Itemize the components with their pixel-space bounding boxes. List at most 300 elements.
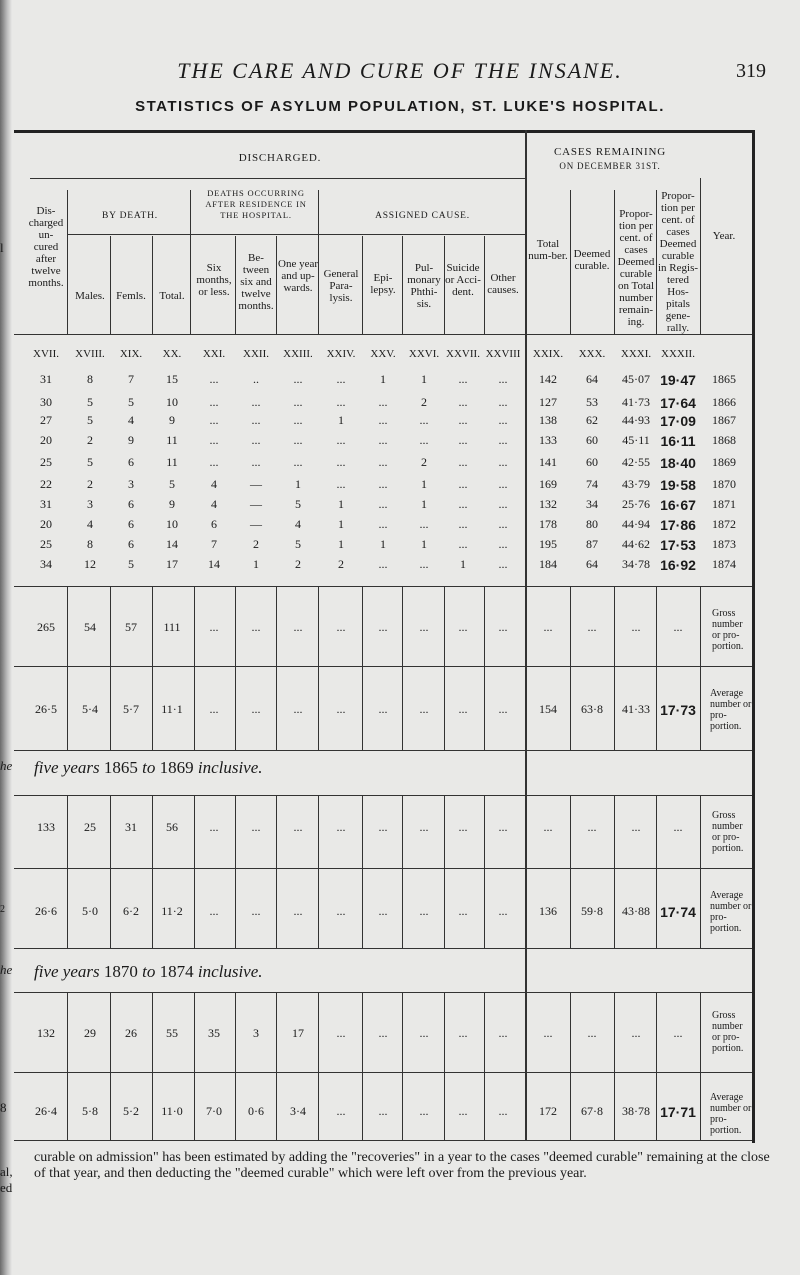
section-heading-part: to bbox=[142, 962, 160, 981]
table-cell: ... bbox=[378, 557, 388, 571]
table-cell: 2 bbox=[87, 433, 93, 447]
table-cell: 25·76 bbox=[622, 497, 650, 511]
gross-cell: 111 bbox=[163, 620, 181, 634]
average-cell: ... bbox=[336, 1104, 346, 1118]
table-cell: 1 bbox=[380, 537, 386, 551]
table-cell: — bbox=[250, 497, 262, 511]
average-cell: 26·5 bbox=[35, 702, 57, 716]
average-cell: 11·2 bbox=[161, 904, 183, 918]
table-cell: 34 bbox=[40, 557, 52, 571]
column-divider bbox=[190, 190, 191, 334]
column-numeral: XXVI. bbox=[408, 348, 440, 360]
table-cell: ... bbox=[498, 477, 508, 491]
table-cell: 87 bbox=[586, 537, 598, 551]
column-divider bbox=[318, 586, 319, 750]
column-divider bbox=[67, 992, 68, 1140]
gross-cell: ... bbox=[498, 820, 508, 834]
gross-cell: ... bbox=[587, 1026, 597, 1040]
table-cell: 30 bbox=[40, 395, 52, 409]
table-cell: 2 bbox=[87, 477, 93, 491]
gross-cell: ... bbox=[458, 820, 468, 834]
table-cell: 5 bbox=[87, 395, 93, 409]
table-cell: 169 bbox=[539, 477, 557, 491]
gross-cell: ... bbox=[631, 820, 641, 834]
table-cell: 74 bbox=[586, 477, 598, 491]
table-cell: 142 bbox=[539, 372, 557, 386]
column-divider bbox=[402, 795, 403, 948]
gross-cell: ... bbox=[251, 820, 261, 834]
column-divider bbox=[67, 795, 68, 948]
gross-cell: 17 bbox=[292, 1026, 304, 1040]
column-divider bbox=[276, 992, 277, 1140]
table-cell: ... bbox=[458, 413, 468, 427]
average-cell: ... bbox=[419, 702, 429, 716]
column-divider bbox=[235, 795, 236, 948]
rule bbox=[30, 178, 525, 179]
table-cell: ... bbox=[251, 433, 261, 447]
gross-cell: 265 bbox=[37, 620, 55, 634]
year-cell: 1866 bbox=[712, 395, 736, 409]
table-cell: 133 bbox=[539, 433, 557, 447]
rule bbox=[14, 795, 752, 796]
average-cell: ... bbox=[458, 1104, 468, 1118]
column-divider bbox=[570, 992, 571, 1140]
column-divider bbox=[656, 586, 657, 750]
margin-fragment: he bbox=[0, 962, 13, 977]
table-cell: 10 bbox=[166, 517, 178, 531]
table-cell: ... bbox=[458, 395, 468, 409]
column-divider bbox=[570, 190, 571, 334]
table-cell: 2 bbox=[421, 455, 427, 469]
gross-cell: ... bbox=[209, 820, 219, 834]
table-cell: 62 bbox=[586, 413, 598, 427]
column-divider bbox=[276, 236, 277, 334]
column-divider bbox=[614, 992, 615, 1140]
column-divider bbox=[525, 795, 526, 948]
year-cell: 1872 bbox=[712, 517, 736, 531]
table-cell: 5 bbox=[128, 557, 134, 571]
table-cell: ... bbox=[378, 517, 388, 531]
gross-cell: ... bbox=[673, 820, 683, 834]
column-header: Total num-ber. bbox=[528, 238, 568, 262]
average-cell: ... bbox=[209, 904, 219, 918]
table-cell: 31 bbox=[40, 497, 52, 511]
table-cell: 44·62 bbox=[622, 537, 650, 551]
table-cell: .. bbox=[253, 372, 259, 386]
rule bbox=[14, 1140, 752, 1141]
average-label: Average number or pro-portion. bbox=[710, 688, 752, 732]
table-cell: 53 bbox=[586, 395, 598, 409]
table-cell: 31 bbox=[40, 372, 52, 386]
average-cell: 3·4 bbox=[290, 1104, 306, 1118]
table-cell: 17·09 bbox=[660, 413, 696, 429]
section-heading bbox=[34, 758, 263, 778]
rule bbox=[14, 1072, 752, 1073]
table-cell: 12 bbox=[84, 557, 96, 571]
average-cell: ... bbox=[378, 904, 388, 918]
column-divider bbox=[318, 190, 319, 334]
table-cell: ... bbox=[293, 455, 303, 469]
column-header: Year. bbox=[712, 230, 736, 242]
table-cell: 8 bbox=[87, 537, 93, 551]
average-cell: ... bbox=[498, 702, 508, 716]
gross-cell: 35 bbox=[208, 1026, 220, 1040]
section-heading-part: 1874 bbox=[159, 962, 198, 981]
page-number: 319 bbox=[736, 60, 766, 82]
section-heading-part: 1870 bbox=[103, 962, 143, 981]
column-divider bbox=[614, 586, 615, 750]
table-cell: ... bbox=[458, 477, 468, 491]
table-cell: 25 bbox=[40, 537, 52, 551]
gross-cell: 56 bbox=[166, 820, 178, 834]
gross-cell: 29 bbox=[84, 1026, 96, 1040]
average-cell: 41·33 bbox=[622, 702, 650, 716]
average-cell: 38·78 bbox=[622, 1104, 650, 1118]
gross-cell: 25 bbox=[84, 820, 96, 834]
table-cell: ... bbox=[209, 413, 219, 427]
table-cell: 45·11 bbox=[622, 433, 650, 447]
table-cell: 1 bbox=[338, 517, 344, 531]
column-divider bbox=[656, 795, 657, 948]
table-cell: 1 bbox=[253, 557, 259, 571]
table-cell: 6 bbox=[211, 517, 217, 531]
gross-cell: ... bbox=[293, 820, 303, 834]
gross-cell: ... bbox=[631, 620, 641, 634]
year-cell: 1874 bbox=[712, 557, 736, 571]
table-cell: 16·67 bbox=[660, 497, 696, 513]
cases-remaining-header: CASES REMAINING bbox=[554, 146, 666, 158]
table-cell: ... bbox=[498, 413, 508, 427]
table-cell: 43·79 bbox=[622, 477, 650, 491]
average-cell: ... bbox=[293, 904, 303, 918]
average-cell: ... bbox=[336, 702, 346, 716]
table-cell: ... bbox=[419, 433, 429, 447]
column-numeral: XXIV. bbox=[326, 348, 356, 360]
rule bbox=[14, 868, 752, 869]
table-cell: ... bbox=[498, 537, 508, 551]
gross-cell: ... bbox=[209, 620, 219, 634]
section-heading-part: inclusive. bbox=[197, 962, 263, 981]
column-numeral: XVII. bbox=[33, 348, 59, 360]
year-cell: 1867 bbox=[712, 413, 736, 427]
year-cell: 1873 bbox=[712, 537, 736, 551]
table-cell: 41·73 bbox=[622, 395, 650, 409]
table-cell: 2 bbox=[295, 557, 301, 571]
gross-cell: ... bbox=[587, 620, 597, 634]
average-cell: 67·8 bbox=[581, 1104, 603, 1118]
table-cell: 1 bbox=[295, 477, 301, 491]
table-cell: ... bbox=[498, 372, 508, 386]
column-divider bbox=[276, 586, 277, 750]
average-cell: 0·6 bbox=[248, 1104, 264, 1118]
cases-remaining-subheader: ON DECEMBER 31ST. bbox=[559, 161, 661, 171]
gross-label: Gross number or pro-portion. bbox=[712, 608, 744, 652]
table-cell: 9 bbox=[169, 413, 175, 427]
gross-cell: 31 bbox=[125, 820, 137, 834]
column-divider bbox=[194, 795, 195, 948]
column-header: Femls. bbox=[116, 290, 146, 302]
table-cell: ... bbox=[336, 395, 346, 409]
average-cell: 7·0 bbox=[206, 1104, 222, 1118]
year-cell: 1870 bbox=[712, 477, 736, 491]
running-title: THE CARE AND CURE OF THE INSANE. bbox=[177, 58, 623, 83]
table-cell: ... bbox=[209, 455, 219, 469]
table-cell: 141 bbox=[539, 455, 557, 469]
column-header: Total. bbox=[159, 290, 185, 302]
table-cell: 5 bbox=[295, 497, 301, 511]
table-cell: ... bbox=[251, 413, 261, 427]
column-divider bbox=[700, 586, 701, 750]
table-cell: 64 bbox=[586, 372, 598, 386]
rule bbox=[14, 992, 752, 993]
by-death-header: BY DEATH. bbox=[102, 211, 158, 221]
column-numeral: XXX. bbox=[578, 348, 606, 360]
column-numeral: XXXII. bbox=[661, 348, 695, 360]
gross-cell: ... bbox=[498, 620, 508, 634]
table-cell: 44·94 bbox=[622, 517, 650, 531]
table-cell: ... bbox=[458, 372, 468, 386]
average-cell: 59·8 bbox=[581, 904, 603, 918]
column-header: Pul-monary Phthi-sis. bbox=[407, 262, 441, 310]
table-cell: ... bbox=[336, 477, 346, 491]
column-numeral: XXXI. bbox=[620, 348, 652, 360]
book-spine bbox=[0, 0, 12, 1275]
rule bbox=[14, 334, 752, 335]
table-cell: 18·40 bbox=[660, 455, 696, 471]
table-cell: 27 bbox=[40, 413, 52, 427]
year-cell: 1869 bbox=[712, 455, 736, 469]
column-divider bbox=[700, 992, 701, 1140]
table-cell: ... bbox=[209, 433, 219, 447]
year-cell: 1865 bbox=[712, 372, 736, 386]
gross-cell: ... bbox=[293, 620, 303, 634]
column-numeral: XIX. bbox=[119, 348, 143, 360]
column-divider bbox=[110, 795, 111, 948]
column-divider bbox=[194, 586, 195, 750]
average-cell: ... bbox=[378, 702, 388, 716]
column-divider bbox=[570, 586, 571, 750]
table-cell: 184 bbox=[539, 557, 557, 571]
table-cell: 5 bbox=[169, 477, 175, 491]
column-divider bbox=[484, 236, 485, 334]
gross-cell: ... bbox=[378, 1026, 388, 1040]
column-header: Other causes. bbox=[487, 272, 519, 296]
column-divider bbox=[318, 795, 319, 948]
average-cell: 5·0 bbox=[82, 904, 98, 918]
table-cell: ... bbox=[336, 433, 346, 447]
gross-label: Gross number or pro-portion. bbox=[712, 810, 744, 854]
average-cell: 26·6 bbox=[35, 904, 57, 918]
gross-cell: ... bbox=[419, 820, 429, 834]
table-cell: ... bbox=[458, 517, 468, 531]
gross-cell: ... bbox=[378, 620, 388, 634]
column-divider bbox=[656, 190, 657, 334]
table-cell: ... bbox=[378, 413, 388, 427]
gross-cell: 26 bbox=[125, 1026, 137, 1040]
column-divider bbox=[67, 586, 68, 750]
average-cell: 17·74 bbox=[660, 904, 696, 920]
gross-cell: ... bbox=[336, 1026, 346, 1040]
column-divider bbox=[110, 236, 111, 334]
gross-cell: ... bbox=[543, 1026, 553, 1040]
column-divider bbox=[484, 586, 485, 750]
table-cell: ... bbox=[378, 455, 388, 469]
margin-fragment: al, bbox=[0, 1164, 13, 1179]
column-divider bbox=[444, 236, 445, 334]
gross-cell: ... bbox=[378, 820, 388, 834]
column-divider bbox=[276, 795, 277, 948]
column-numeral: XXIII. bbox=[283, 348, 313, 360]
gross-cell: 133 bbox=[37, 820, 55, 834]
column-divider bbox=[402, 586, 403, 750]
table-cell: 1 bbox=[421, 537, 427, 551]
table-cell: 7 bbox=[128, 372, 134, 386]
table-cell: ... bbox=[378, 433, 388, 447]
section-heading-part: five years bbox=[34, 962, 104, 981]
table-cell: ... bbox=[209, 395, 219, 409]
average-cell: 11·0 bbox=[161, 1104, 183, 1118]
column-divider bbox=[525, 586, 526, 750]
section-heading bbox=[34, 962, 263, 982]
table-cell: ... bbox=[458, 433, 468, 447]
column-header: Epi-lepsy. bbox=[370, 272, 396, 296]
table-cell: ... bbox=[336, 372, 346, 386]
table-cell: 5 bbox=[295, 537, 301, 551]
average-cell: ... bbox=[458, 702, 468, 716]
table-cell: ... bbox=[498, 517, 508, 531]
gross-cell: 132 bbox=[37, 1026, 55, 1040]
average-cell: 6·2 bbox=[123, 904, 139, 918]
table-cell: ... bbox=[251, 455, 261, 469]
table-cell: 25 bbox=[40, 455, 52, 469]
table-cell: 19·58 bbox=[660, 477, 696, 493]
average-cell: ... bbox=[419, 1104, 429, 1118]
table-cell: 10 bbox=[166, 395, 178, 409]
column-divider bbox=[152, 236, 153, 334]
average-cell: ... bbox=[458, 904, 468, 918]
table-cell: 44·93 bbox=[622, 413, 650, 427]
average-cell: 172 bbox=[539, 1104, 557, 1118]
column-header: Be-tween six and twelve months. bbox=[238, 252, 274, 312]
average-label: Average number or pro-portion. bbox=[710, 890, 752, 934]
table-cell: 2 bbox=[421, 395, 427, 409]
margin-fragment: 2 bbox=[0, 904, 5, 915]
average-label: Average number or pro-portion. bbox=[710, 1092, 752, 1136]
table-cell: 6 bbox=[128, 517, 134, 531]
column-header: Six months, or less. bbox=[196, 262, 232, 298]
column-numeral: XXIX. bbox=[532, 348, 564, 360]
table-cell: ... bbox=[378, 395, 388, 409]
table-cell: ... bbox=[498, 497, 508, 511]
table-cell: 4 bbox=[211, 477, 217, 491]
section-heading-part: 1869 bbox=[159, 758, 198, 777]
table-cell: 15 bbox=[166, 372, 178, 386]
column-divider bbox=[614, 190, 615, 334]
table-cell: 1 bbox=[338, 413, 344, 427]
average-cell: ... bbox=[251, 904, 261, 918]
table-title: STATISTICS OF ASYLUM POPULATION, ST. LUKE'S HOSPITAL. bbox=[135, 98, 665, 115]
column-numeral: XXVII. bbox=[446, 348, 480, 360]
table-cell: ... bbox=[293, 413, 303, 427]
gross-cell: ... bbox=[498, 1026, 508, 1040]
column-divider bbox=[362, 795, 363, 948]
table-cell: 5 bbox=[87, 455, 93, 469]
table-cell: 17·53 bbox=[660, 537, 696, 553]
gross-cell: 54 bbox=[84, 620, 96, 634]
gross-cell: ... bbox=[673, 1026, 683, 1040]
table-cell: 16·11 bbox=[660, 433, 696, 449]
margin-fragment: ed bbox=[0, 1180, 13, 1195]
table-cell: 11 bbox=[166, 455, 178, 469]
column-header: Deemed curable. bbox=[573, 248, 611, 272]
table-cell: ... bbox=[209, 372, 219, 386]
gross-cell: ... bbox=[543, 620, 553, 634]
average-cell: ... bbox=[498, 1104, 508, 1118]
gross-label: Gross number or pro-portion. bbox=[712, 1010, 744, 1054]
table-cell: ... bbox=[458, 537, 468, 551]
column-divider bbox=[235, 236, 236, 334]
average-cell: 5·4 bbox=[82, 702, 98, 716]
table-cell: 6 bbox=[128, 497, 134, 511]
average-cell: 11·1 bbox=[161, 702, 183, 716]
average-cell: ... bbox=[378, 1104, 388, 1118]
rule bbox=[14, 586, 752, 587]
section-heading-part: five years bbox=[34, 758, 104, 777]
average-cell: ... bbox=[209, 702, 219, 716]
gross-cell: ... bbox=[419, 1026, 429, 1040]
section-heading-part: 1865 bbox=[103, 758, 143, 777]
gross-cell: 57 bbox=[125, 620, 137, 634]
table-cell: 1 bbox=[421, 372, 427, 386]
table-cell: 4 bbox=[295, 517, 301, 531]
table-cell: 5 bbox=[128, 395, 134, 409]
table-cell: 9 bbox=[169, 497, 175, 511]
table-cell: 17·64 bbox=[660, 395, 696, 411]
column-divider bbox=[362, 586, 363, 750]
section-heading-part: to bbox=[142, 758, 160, 777]
table-cell: 4 bbox=[87, 517, 93, 531]
average-cell: ... bbox=[293, 702, 303, 716]
column-header: Propor-tion per cent. of cases Deemed curable on Total number remain-ing. bbox=[617, 208, 655, 328]
column-numeral: XXV. bbox=[370, 348, 396, 360]
table-cell: ... bbox=[293, 395, 303, 409]
gross-cell: ... bbox=[458, 620, 468, 634]
table-cell: ... bbox=[378, 497, 388, 511]
table-cell: 7 bbox=[211, 537, 217, 551]
table-cell: 4 bbox=[211, 497, 217, 511]
table-cell: ... bbox=[458, 497, 468, 511]
column-header: One year and up-wards. bbox=[278, 258, 319, 294]
average-cell: ... bbox=[498, 904, 508, 918]
column-divider bbox=[700, 795, 701, 948]
section-heading-part: inclusive. bbox=[197, 758, 263, 777]
rule bbox=[67, 234, 525, 235]
column-header: Propor-tion per cent. of cases Deemed curable in Regis-tered Hos-pitals gene-rally. bbox=[657, 190, 699, 334]
average-cell: 26·4 bbox=[35, 1104, 57, 1118]
gross-cell: ... bbox=[419, 620, 429, 634]
average-cell: 17·73 bbox=[660, 702, 696, 718]
table-cell: ... bbox=[419, 413, 429, 427]
footnote: curable on admission" has been estimated by adding the "recoveries" in a year to the cases "deemed curable" remaining at the close of that year, and then deducting the "deemed curable" which were left over from the previous year. bbox=[34, 1150, 770, 1181]
table-cell: 9 bbox=[128, 433, 134, 447]
table-cell: 17·86 bbox=[660, 517, 696, 533]
table-cell: ... bbox=[336, 455, 346, 469]
rule bbox=[14, 750, 752, 751]
table-cell: ... bbox=[419, 517, 429, 531]
margin-fragment: l bbox=[0, 240, 4, 255]
column-numeral: XXVIII bbox=[485, 348, 521, 360]
gross-cell: ... bbox=[631, 1026, 641, 1040]
